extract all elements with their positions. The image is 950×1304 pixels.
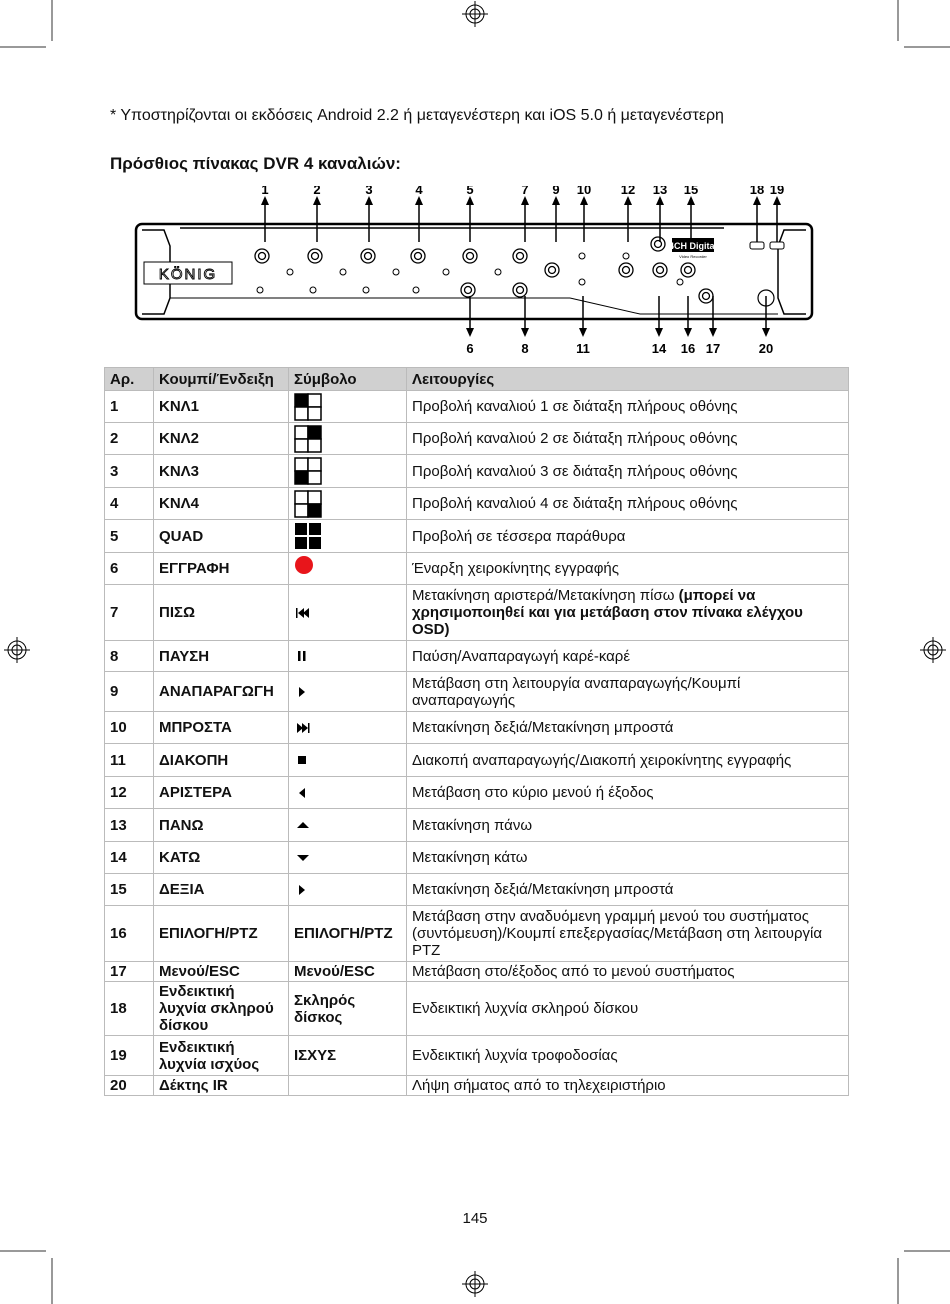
row-number: 14 bbox=[105, 842, 154, 874]
arrow-left-icon bbox=[294, 779, 322, 807]
row-symbol-text: ΙΣΧΥΣ bbox=[294, 1047, 337, 1064]
table-row bbox=[105, 1036, 849, 1076]
panel-button-inner bbox=[415, 253, 422, 260]
row-function-text: Προβολή καναλιού 1 σε διάταξη πλήρους οθόνης bbox=[412, 398, 738, 415]
table-row bbox=[105, 842, 849, 874]
row-function-text: Μετακίνηση αριστερά/Μετακίνηση πίσω bbox=[412, 587, 679, 604]
row-number: 13 bbox=[105, 809, 154, 842]
row-number: 19 bbox=[105, 1036, 154, 1076]
row-function-text: Έναρξη χειροκίνητης εγγραφής bbox=[412, 560, 619, 577]
section-heading: Πρόσθιος πίνακας DVR 4 καναλιών: bbox=[110, 154, 401, 173]
row-button-name: ΔΕΞΙΑ bbox=[154, 874, 289, 906]
callout-arrow-up-icon bbox=[773, 196, 781, 205]
row-button-name: ΕΓΓΡΑΦΗ bbox=[154, 553, 289, 585]
row-symbol-text: Μενού/ESC bbox=[294, 963, 375, 980]
row-button-name: ΚΝΛ3 bbox=[154, 455, 289, 488]
row-symbol bbox=[289, 488, 407, 520]
row-symbol bbox=[289, 906, 407, 962]
callout-number: 10 bbox=[576, 186, 592, 197]
callout-arrow-down-icon bbox=[579, 328, 587, 337]
play-icon bbox=[294, 678, 322, 706]
row-number: 5 bbox=[105, 520, 154, 553]
table-row bbox=[105, 488, 849, 520]
row-symbol bbox=[289, 1076, 407, 1096]
row-symbol bbox=[289, 809, 407, 842]
panel-button-inner bbox=[685, 267, 692, 274]
callout-arrow-up-icon bbox=[466, 196, 474, 205]
row-number: 18 bbox=[105, 982, 154, 1036]
row-number: 16 bbox=[105, 906, 154, 962]
callout-arrow-up-icon bbox=[521, 196, 529, 205]
quad-2-icon bbox=[294, 425, 322, 453]
callout-arrow-up-icon bbox=[313, 196, 321, 205]
row-symbol bbox=[289, 874, 407, 906]
arrow-right-icon bbox=[294, 876, 322, 904]
callout-arrow-down-icon bbox=[521, 328, 529, 337]
row-function bbox=[407, 962, 849, 982]
indicator-dot bbox=[579, 253, 585, 259]
compatibility-note: * Υποστηρίζονται οι εκδόσεις Android 2.2 ή μεταγενέστερη και iOS 5.0 ή μεταγενέστερη bbox=[110, 107, 724, 124]
row-function bbox=[407, 1076, 849, 1096]
row-button-name: ΑΝΑΠΑΡΑΓΩΓΗ bbox=[154, 672, 289, 712]
table-row bbox=[105, 1076, 849, 1096]
table-header-row bbox=[105, 368, 849, 391]
quad-1-icon bbox=[294, 393, 322, 421]
row-function-text: Προβολή καναλιού 4 σε διάταξη πλήρους οθόνης bbox=[412, 495, 738, 512]
callout-number: 15 bbox=[683, 186, 699, 197]
header-function: Λειτουργίες bbox=[407, 368, 849, 391]
indicator-dot bbox=[310, 287, 316, 293]
power-led bbox=[770, 242, 784, 249]
indicator-dot bbox=[623, 253, 629, 259]
row-function-bold-text: (μπορεί να χρησιμοποιηθεί και για μετάβαση στον πίνακα ελέγχου OSD) bbox=[412, 587, 803, 638]
row-function bbox=[407, 744, 849, 777]
row-button-name: ΚΝΛ4 bbox=[154, 488, 289, 520]
row-number: 10 bbox=[105, 712, 154, 744]
row-symbol bbox=[289, 744, 407, 777]
callout-number: 7 bbox=[521, 186, 529, 197]
row-symbol bbox=[289, 520, 407, 553]
row-function-text: Μετάβαση στη λειτουργία αναπαραγωγής/Κουμπί αναπαραγωγής bbox=[412, 674, 741, 709]
row-function-text: Μετάβαση στο κύριο μενού ή έξοδος bbox=[412, 784, 654, 801]
callout-arrow-up-icon bbox=[687, 196, 695, 205]
indicator-dot bbox=[495, 269, 501, 275]
callout-arrow-down-icon bbox=[762, 328, 770, 337]
row-function bbox=[407, 520, 849, 553]
indicator-dot bbox=[579, 279, 585, 285]
table-row bbox=[105, 520, 849, 553]
row-function-text: Λήψη σήματος από το τηλεχειριστήριο bbox=[412, 1077, 666, 1094]
row-function bbox=[407, 712, 849, 744]
row-number: 3 bbox=[105, 455, 154, 488]
callout-number: 20 bbox=[758, 341, 774, 356]
dvr-front-panel-diagram bbox=[120, 186, 820, 358]
row-function-text: Προβολή σε τέσσερα παράθυρα bbox=[412, 527, 626, 545]
indicator-dot bbox=[363, 287, 369, 293]
quad-3-icon bbox=[294, 457, 322, 485]
callout-arrow-up-icon bbox=[552, 196, 560, 205]
stop-icon bbox=[294, 746, 322, 774]
fast-forward-icon bbox=[294, 714, 322, 742]
callout-number: 1 bbox=[261, 186, 269, 197]
row-function bbox=[407, 1036, 849, 1076]
row-button-name: ΚΑΤΩ bbox=[154, 842, 289, 874]
table-row bbox=[105, 423, 849, 455]
row-function bbox=[407, 455, 849, 488]
model-sublabel-text: Video Recorder bbox=[679, 254, 707, 259]
callout-number: 8 bbox=[521, 341, 529, 356]
panel-button-inner bbox=[549, 267, 556, 274]
row-symbol-text: Σκληρός δίσκος bbox=[294, 991, 356, 1026]
panel-button-inner bbox=[657, 267, 664, 274]
row-function bbox=[407, 777, 849, 809]
indicator-dot bbox=[677, 279, 683, 285]
row-button-name: ΔΙΑΚΟΠΗ bbox=[154, 744, 289, 777]
panel-button-inner bbox=[365, 253, 372, 260]
panel-button-inner bbox=[312, 253, 319, 260]
row-number: 8 bbox=[105, 641, 154, 672]
panel-button-inner bbox=[517, 287, 524, 294]
row-symbol bbox=[289, 777, 407, 809]
row-function-text: Μετακίνηση δεξιά/Μετακίνηση μπροστά bbox=[412, 881, 674, 898]
row-number: 2 bbox=[105, 423, 154, 455]
row-button-name: QUAD bbox=[154, 520, 289, 553]
panel-button-inner bbox=[465, 287, 472, 294]
callout-number: 12 bbox=[620, 186, 636, 197]
arrow-up-icon bbox=[294, 811, 322, 839]
table-row bbox=[105, 809, 849, 842]
table-row bbox=[105, 672, 849, 712]
callout-number: 14 bbox=[651, 341, 667, 356]
panel-button-inner bbox=[623, 267, 630, 274]
page-number: 145 bbox=[462, 1210, 488, 1227]
record-dot-icon bbox=[294, 555, 322, 583]
row-number: 7 bbox=[105, 585, 154, 641]
row-function-text: Μετάβαση στην αναδυόμενη γραμμή μενού του συστήματος (συντόμευση)/Κουμπί επεξεργασίας/Μετάβαση στη λειτουργία PTZ bbox=[412, 908, 823, 959]
table-row bbox=[105, 906, 849, 962]
panel-button-inner bbox=[703, 293, 710, 300]
row-symbol bbox=[289, 391, 407, 423]
table-row bbox=[105, 744, 849, 777]
header-symbol: Σύμβολο bbox=[289, 368, 407, 391]
header-button: Κουμπί/Ένδειξη bbox=[154, 368, 289, 391]
panel-button-inner bbox=[517, 253, 524, 260]
row-function bbox=[407, 553, 849, 585]
arrow-down-icon bbox=[294, 844, 322, 872]
row-symbol bbox=[289, 982, 407, 1036]
row-button-name: ΠΑΝΩ bbox=[154, 809, 289, 842]
row-button-name: ΜΠΡΟΣΤΑ bbox=[154, 712, 289, 744]
row-number: 20 bbox=[105, 1076, 154, 1096]
row-symbol bbox=[289, 585, 407, 641]
callout-number: 4 bbox=[415, 186, 423, 197]
callout-number: 19 bbox=[769, 186, 785, 197]
table-row bbox=[105, 982, 849, 1036]
row-symbol bbox=[289, 672, 407, 712]
row-button-name: ΑΡΙΣΤΕΡΑ bbox=[154, 777, 289, 809]
row-function bbox=[407, 842, 849, 874]
row-button-name: ΕΠΙΛΟΓΗ/PTZ bbox=[154, 906, 289, 962]
callout-arrow-up-icon bbox=[580, 196, 588, 205]
row-symbol bbox=[289, 712, 407, 744]
callout-arrow-up-icon bbox=[261, 196, 269, 205]
callout-number: 13 bbox=[652, 186, 668, 197]
table-row bbox=[105, 777, 849, 809]
callout-arrow-up-icon bbox=[753, 196, 761, 205]
row-function bbox=[407, 585, 849, 641]
callout-arrow-up-icon bbox=[624, 196, 632, 205]
row-function bbox=[407, 906, 849, 962]
indicator-dot bbox=[257, 287, 263, 293]
row-function-text: Ενδεικτική λυχνία τροφοδοσίας bbox=[412, 1047, 618, 1064]
row-symbol bbox=[289, 553, 407, 585]
callout-arrow-down-icon bbox=[684, 328, 692, 337]
row-number: 9 bbox=[105, 672, 154, 712]
row-button-name: Μενού/ESC bbox=[154, 962, 289, 982]
callout-arrow-down-icon bbox=[709, 328, 717, 337]
callout-arrow-down-icon bbox=[466, 328, 474, 337]
callout-number: 18 bbox=[749, 186, 765, 197]
pause-icon bbox=[294, 642, 322, 670]
table-row bbox=[105, 874, 849, 906]
row-function-text: Παύση/Αναπαραγωγή καρέ-καρέ bbox=[412, 647, 631, 665]
callout-arrow-down-icon bbox=[655, 328, 663, 337]
row-function-text: Μετακίνηση κάτω bbox=[412, 849, 528, 866]
row-number: 11 bbox=[105, 744, 154, 777]
callout-number: 2 bbox=[313, 186, 321, 197]
table-row bbox=[105, 585, 849, 641]
row-number: 12 bbox=[105, 777, 154, 809]
brand-logo-text: KÖNIG bbox=[158, 266, 218, 283]
table-row bbox=[105, 553, 849, 585]
row-symbol bbox=[289, 1036, 407, 1076]
table-row bbox=[105, 962, 849, 982]
callout-arrow-up-icon bbox=[415, 196, 423, 205]
table-row bbox=[105, 641, 849, 672]
rewind-icon bbox=[294, 599, 322, 627]
row-symbol bbox=[289, 962, 407, 982]
row-button-name: ΠΑΥΣΗ bbox=[154, 641, 289, 672]
callout-arrow-up-icon bbox=[656, 196, 664, 205]
row-function bbox=[407, 982, 849, 1036]
callout-arrow-up-icon bbox=[365, 196, 373, 205]
panel-button-inner bbox=[259, 253, 266, 260]
row-function-text: Μετάβαση στο/έξοδος από το μενού συστήματος bbox=[412, 963, 735, 980]
indicator-dot bbox=[340, 269, 346, 275]
row-function-text: Διακοπή αναπαραγωγής/Διακοπή χειροκίνητης εγγραφής bbox=[412, 751, 792, 769]
row-function bbox=[407, 874, 849, 906]
row-number: 17 bbox=[105, 962, 154, 982]
row-function-text: Προβολή καναλιού 2 σε διάταξη πλήρους οθόνης bbox=[412, 430, 738, 447]
row-function-text: Προβολή καναλιού 3 σε διάταξη πλήρους οθόνης bbox=[412, 462, 738, 480]
callout-number: 11 bbox=[576, 341, 590, 356]
row-function bbox=[407, 391, 849, 423]
quad-4-icon bbox=[294, 490, 322, 518]
row-button-name: Ενδεικτική λυχνία ισχύος bbox=[154, 1036, 289, 1076]
indicator-dot bbox=[393, 269, 399, 275]
row-function-text: Μετακίνηση πάνω bbox=[412, 816, 533, 834]
callout-number: 16 bbox=[680, 341, 696, 356]
indicator-dot bbox=[413, 287, 419, 293]
row-function bbox=[407, 672, 849, 712]
callout-number: 17 bbox=[705, 341, 721, 356]
row-function bbox=[407, 488, 849, 520]
model-label-text: 4CH Digital bbox=[668, 241, 718, 251]
row-function-text: Μετακίνηση δεξιά/Μετακίνηση μπροστά bbox=[412, 719, 674, 736]
row-symbol bbox=[289, 423, 407, 455]
indicator-dot bbox=[287, 269, 293, 275]
row-symbol bbox=[289, 641, 407, 672]
row-function bbox=[407, 641, 849, 672]
quad-all-icon bbox=[294, 522, 322, 550]
row-function bbox=[407, 423, 849, 455]
table-row bbox=[105, 455, 849, 488]
row-button-name: ΚΝΛ1 bbox=[154, 391, 289, 423]
row-symbol bbox=[289, 455, 407, 488]
callout-number: 3 bbox=[365, 186, 373, 197]
row-button-name: ΠΙΣΩ bbox=[154, 585, 289, 641]
row-number: 15 bbox=[105, 874, 154, 906]
row-function-text: Ενδεικτική λυχνία σκληρού δίσκου bbox=[412, 1000, 639, 1017]
header-number: Αρ. bbox=[105, 368, 154, 391]
callout-number: 6 bbox=[466, 341, 474, 356]
row-symbol-text: ΕΠΙΛΟΓΗ/PTZ bbox=[294, 925, 393, 942]
row-number: 6 bbox=[105, 553, 154, 585]
row-button-name: ΚΝΛ2 bbox=[154, 423, 289, 455]
table-row bbox=[105, 391, 849, 423]
table-row bbox=[105, 712, 849, 744]
function-table bbox=[104, 367, 849, 1096]
row-function bbox=[407, 809, 849, 842]
row-number: 4 bbox=[105, 488, 154, 520]
row-number: 1 bbox=[105, 391, 154, 423]
panel-button-inner bbox=[467, 253, 474, 260]
callout-number: 5 bbox=[466, 186, 474, 197]
hdd-led bbox=[750, 242, 764, 249]
row-symbol bbox=[289, 842, 407, 874]
callout-number: 9 bbox=[552, 186, 560, 197]
indicator-dot bbox=[443, 269, 449, 275]
row-button-name: Ενδεικτική λυχνία σκληρού δίσκου bbox=[154, 982, 289, 1036]
row-button-name: Δέκτης IR bbox=[154, 1076, 289, 1096]
